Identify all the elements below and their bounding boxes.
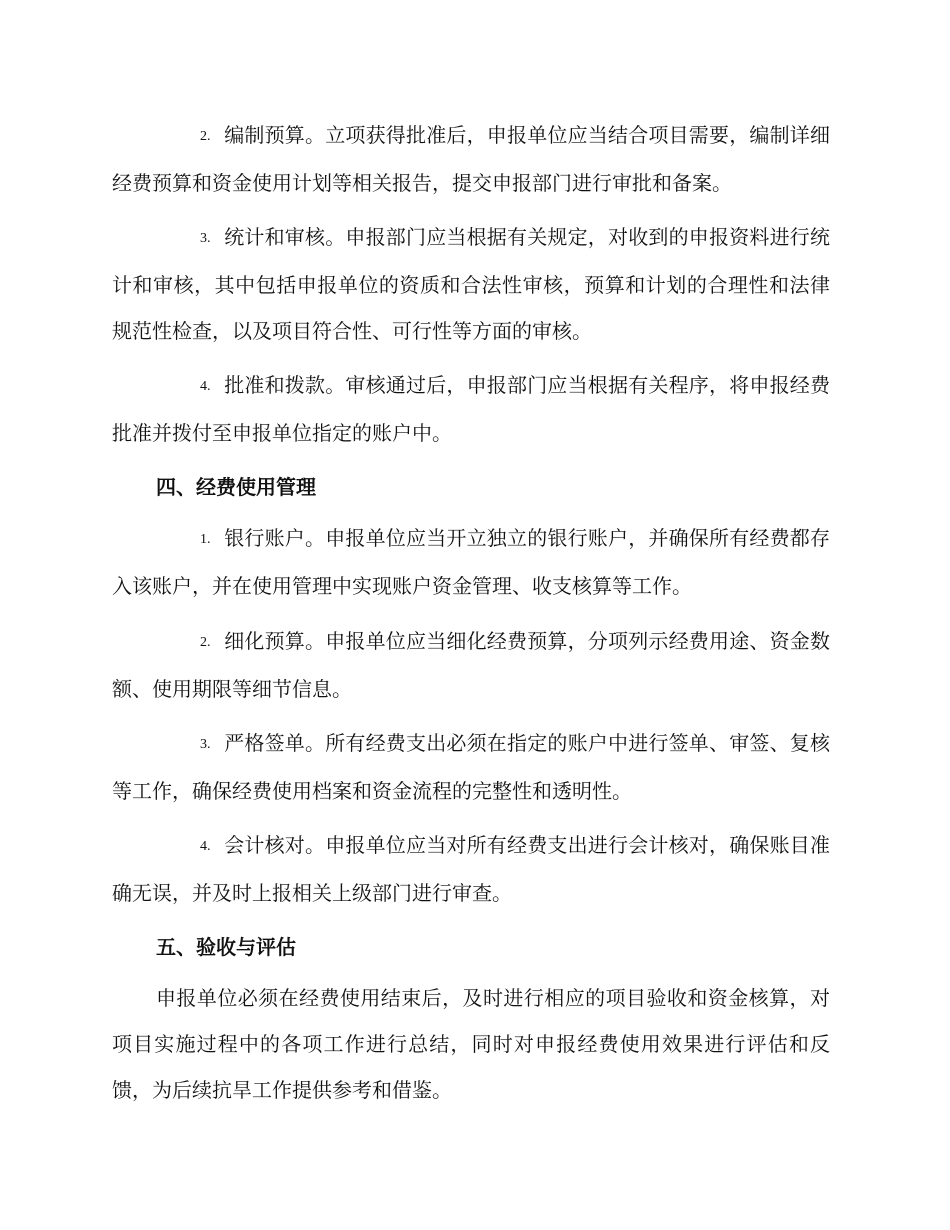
- item-text: 银行账户。申报单位应当开立独立的银行账户，并确保所有经费都存入该账户，并在使用管理中实现账户资金管理、收支核算等工作。: [112, 526, 830, 598]
- list-item: [112, 112, 830, 222]
- section-5-text: 申报单位必须在经费使用结束后，及时进行相应的项目验收和资金核算，对项目实施过程中的各项工作进行总结，同时对申报经费使用效果进行评估和反馈，为后续抗旱工作提供参考和借鉴。: [112, 986, 830, 1102]
- list-item: [112, 214, 830, 370]
- item-number: 4.: [200, 839, 211, 854]
- paragraph: [112, 975, 830, 1129]
- section-4-title: 四、经费使用管理: [156, 475, 316, 499]
- list-item: [112, 515, 830, 625]
- list-item: [112, 720, 830, 830]
- item-number: 1.: [200, 532, 211, 547]
- item-text: 批准和拨款。审核通过后，申报部门应当根据有关程序，将申报经费批准并拨付至申报单位指定的账户中。: [112, 373, 830, 445]
- item-number: 2.: [200, 129, 211, 144]
- list-item: [112, 362, 830, 472]
- item-text: 会计核对。申报单位应当对所有经费支出进行会计核对，确保账目准确无误，并及时上报相关上级部门进行审查。: [112, 833, 830, 905]
- section-5-title: 五、验收与评估: [156, 935, 296, 959]
- item-number: 3.: [200, 737, 211, 752]
- item-text: 编制预算。立项获得批准后，申报单位应当结合项目需要，编制详细经费预算和资金使用计划等相关报告，提交申报部门进行审批和备案。: [112, 123, 830, 195]
- item-text: 细化预算。申报单位应当细化经费预算，分项列示经费用途、资金数额、使用期限等细节信息。: [112, 629, 830, 701]
- list-item: [112, 822, 830, 932]
- item-number: 4.: [200, 379, 211, 394]
- item-text: 严格签单。所有经费支出必须在指定的账户中进行签单、审签、复核等工作，确保经费使用档案和资金流程的完整性和透明性。: [112, 731, 830, 803]
- item-text: 统计和审核。申报部门应当根据有关规定，对收到的申报资料进行统计和审核，其中包括申报单位的资质和合法性审核，预算和计划的合理性和法律规范性检查，以及项目符合性、可行性等方面的审核。: [112, 225, 830, 343]
- list-item: [112, 618, 830, 728]
- item-number: 2.: [200, 635, 211, 650]
- item-number: 3.: [200, 231, 211, 246]
